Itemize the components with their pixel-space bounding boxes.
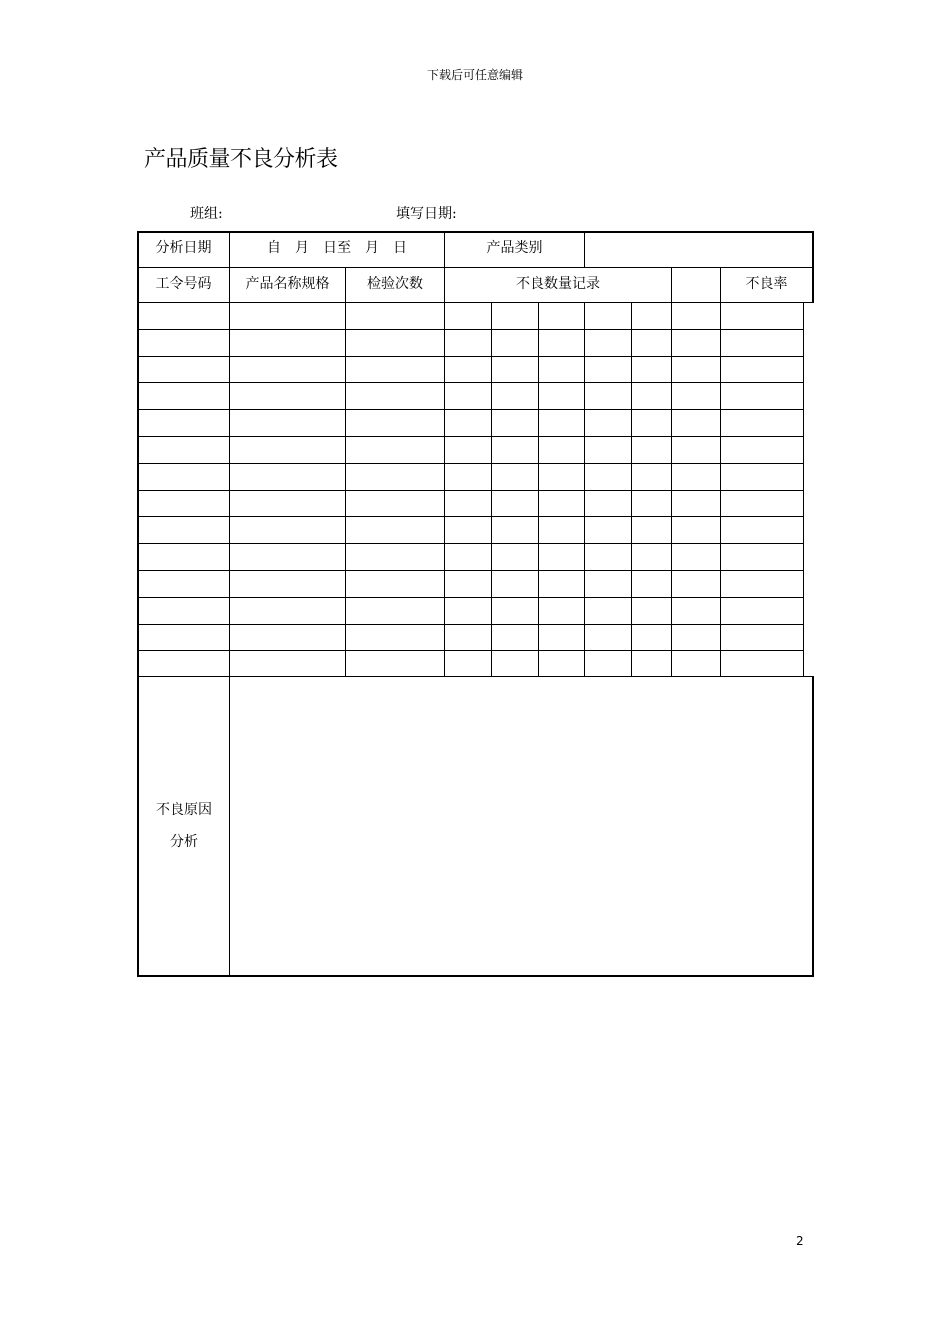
table-cell[interactable] [632,521,671,539]
table-cell[interactable] [585,495,631,513]
table-cell[interactable] [492,414,538,432]
table-cell[interactable] [721,602,803,620]
table-cell[interactable] [585,361,631,379]
table-cell[interactable] [230,387,345,405]
table-cell[interactable] [632,441,671,459]
table-cell[interactable] [539,307,584,325]
table-cell[interactable] [672,548,720,566]
defect-reason-label-line2: 分析 [170,834,198,850]
table-cell[interactable] [230,361,345,379]
table-cell[interactable] [672,334,720,352]
table-cell[interactable] [539,655,584,673]
table-cell[interactable] [492,361,538,379]
table-cell[interactable] [138,468,229,486]
table-cell[interactable] [632,361,671,379]
table-cell[interactable] [492,495,538,513]
table-cell[interactable] [632,495,671,513]
table-cell[interactable] [721,521,803,539]
table-cell[interactable] [585,629,631,647]
table-cell[interactable] [138,655,229,673]
table-cell[interactable] [721,361,803,379]
table-cell[interactable] [138,629,229,647]
table-cell[interactable] [346,307,444,325]
table-cell[interactable] [138,334,229,352]
table-cell[interactable] [230,629,345,647]
table-cell[interactable] [445,414,491,432]
table-cell[interactable] [721,495,803,513]
table-cell[interactable] [632,602,671,620]
table-cell[interactable] [492,468,538,486]
table-cell[interactable] [230,655,345,673]
table-cell[interactable] [672,307,720,325]
table-cell[interactable] [346,575,444,593]
table-cell[interactable] [445,602,491,620]
table-cell[interactable] [539,495,584,513]
table-cell[interactable] [632,387,671,405]
table-cell[interactable] [632,414,671,432]
table-cell[interactable] [346,441,444,459]
table-cell[interactable] [672,414,720,432]
table-cell[interactable] [346,495,444,513]
table-cell[interactable] [539,548,584,566]
table-cell[interactable] [492,629,538,647]
page-title: 产品质量不良分析表 [144,147,338,172]
table-cell[interactable] [138,495,229,513]
table-cell[interactable] [445,655,491,673]
col-inspection-count: 检验次数 [367,276,423,292]
table-cell[interactable] [138,361,229,379]
table-cell[interactable] [585,602,631,620]
table-cell[interactable] [230,468,345,486]
table-cell[interactable] [585,575,631,593]
table-cell[interactable] [721,414,803,432]
table-cell[interactable] [492,334,538,352]
table-cell[interactable] [585,468,631,486]
product-category-label: 产品类别 [486,240,543,256]
table-cell[interactable] [346,361,444,379]
col-order-no: 工令号码 [155,276,212,292]
table-cell[interactable] [230,575,345,593]
table-cell[interactable] [672,441,720,459]
table-cell[interactable] [346,468,444,486]
col-defect-rate: 不良率 [745,276,788,292]
table-cell[interactable] [672,521,720,539]
table-cell[interactable] [230,441,345,459]
table-cell[interactable] [585,414,631,432]
table-cell[interactable] [492,602,538,620]
table-cell[interactable] [138,414,229,432]
table-cell[interactable] [721,629,803,647]
table-cell[interactable] [492,387,538,405]
table-cell[interactable] [672,629,720,647]
table-cell[interactable] [346,602,444,620]
table-cell[interactable] [632,575,671,593]
table-cell[interactable] [585,521,631,539]
table-cell[interactable] [539,629,584,647]
table-cell[interactable] [346,521,444,539]
table-cell[interactable] [539,521,584,539]
table-cell[interactable] [492,655,538,673]
table-cell[interactable] [230,521,345,539]
table-cell[interactable] [445,334,491,352]
table-cell[interactable] [492,548,538,566]
table-cell[interactable] [539,575,584,593]
table-cell[interactable] [445,387,491,405]
table-cell[interactable] [721,655,803,673]
table-cell[interactable] [672,468,720,486]
defect-reason-label-line1: 不良原因 [156,802,212,818]
defect-reason-label [138,794,230,858]
table-cell[interactable] [585,441,631,459]
table-cell[interactable] [230,602,345,620]
table-cell[interactable] [492,575,538,593]
table-cell[interactable] [346,629,444,647]
table-cell[interactable] [539,387,584,405]
table-cell[interactable] [346,548,444,566]
table-cell[interactable] [539,334,584,352]
table-cell[interactable] [721,575,803,593]
table-cell[interactable] [230,495,345,513]
table-cell[interactable] [721,307,803,325]
table-cell[interactable] [230,334,345,352]
table-cell[interactable] [721,548,803,566]
table-cell[interactable] [492,441,538,459]
table-cell[interactable] [539,602,584,620]
table-cell[interactable] [632,655,671,673]
analysis-date-label: 分析日期 [155,240,212,256]
table-cell[interactable] [721,468,803,486]
table-cell[interactable] [672,575,720,593]
table-cell[interactable] [346,655,444,673]
page-number: 2 [796,1234,804,1248]
table-cell[interactable] [230,548,345,566]
table-cell[interactable] [138,602,229,620]
table-cell[interactable] [632,548,671,566]
table-cell[interactable] [585,387,631,405]
table-cell[interactable] [632,629,671,647]
table-cell[interactable] [539,361,584,379]
table-cell[interactable] [445,468,491,486]
table-cell[interactable] [230,414,345,432]
table-cell[interactable] [492,521,538,539]
col-product-name-spec: 产品名称规格 [245,276,330,292]
date-range-field[interactable]: 自 月 日至 月 日 [267,240,407,256]
table-cell[interactable] [445,575,491,593]
table-cell[interactable] [445,361,491,379]
table-cell[interactable] [585,548,631,566]
table-cell[interactable] [539,441,584,459]
table-cell[interactable] [138,575,229,593]
header-note: 下载后可任意编辑 [426,68,523,82]
table-cell[interactable] [445,548,491,566]
table-cell[interactable] [138,521,229,539]
table-cell[interactable] [445,521,491,539]
table-cell[interactable] [672,655,720,673]
table-cell[interactable] [585,655,631,673]
table-cell[interactable] [492,307,538,325]
table-cell[interactable] [672,495,720,513]
table-cell[interactable] [539,414,584,432]
team-label: 班组: [190,206,223,222]
table-cell[interactable] [445,307,491,325]
table-cell[interactable] [632,334,671,352]
table-cell[interactable] [138,387,229,405]
table-cell[interactable] [138,441,229,459]
table-cell[interactable] [346,414,444,432]
table-cell[interactable] [445,495,491,513]
table-cell[interactable] [539,468,584,486]
table-cell[interactable] [230,307,345,325]
table-cell[interactable] [445,441,491,459]
table-cell[interactable] [138,548,229,566]
table-cell[interactable] [585,334,631,352]
table-cell[interactable] [346,334,444,352]
table-cell[interactable] [721,334,803,352]
table-cell[interactable] [672,387,720,405]
table-cell[interactable] [138,307,229,325]
table-cell[interactable] [672,602,720,620]
table-cell[interactable] [672,361,720,379]
table-cell[interactable] [721,387,803,405]
table-cell[interactable] [721,441,803,459]
filler-date-label: 填写日期: [396,206,457,222]
table-cell[interactable] [632,468,671,486]
table-cell[interactable] [632,307,671,325]
table-cell[interactable] [445,629,491,647]
table-cell[interactable] [346,387,444,405]
col-defect-count-record: 不良数量记录 [516,276,600,292]
table-cell[interactable] [585,307,631,325]
